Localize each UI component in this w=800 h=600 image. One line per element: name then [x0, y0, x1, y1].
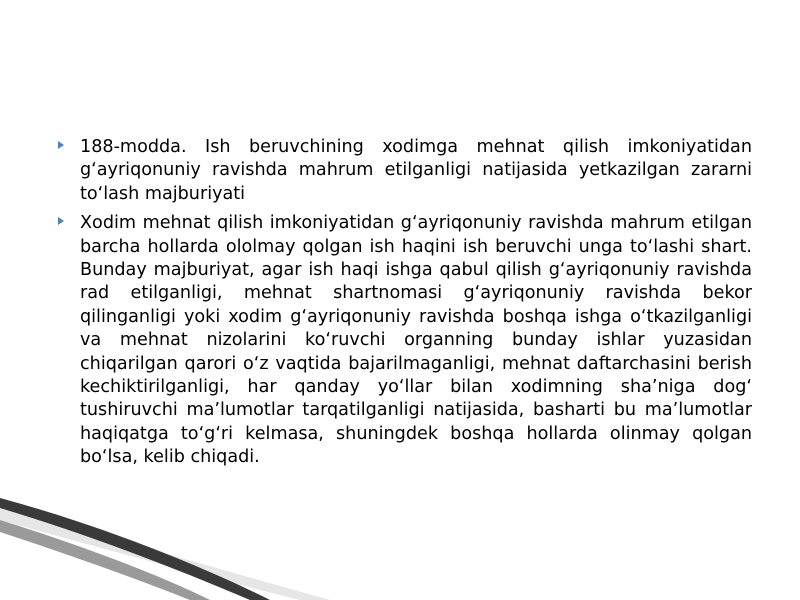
bullet-arrow-icon	[58, 217, 64, 225]
bullet-arrow-icon	[58, 141, 64, 149]
bullet-text: 188-modda. Ish beruvchining xodimga mehnat qilish imkoniyatidan g‘ayriqonuniy ravishda mahrum etilganligi natijasida yetkazilgan zararni to‘lash majburiyati	[80, 137, 752, 204]
bullet-text: Xodim mehnat qilish imkoniyatidan g‘ayriqonuniy ravishda mahrum etilgan barcha hollarda ololmay qolgan ish haqini ish beruvchi unga to‘lashi shart. Bunday majburiyat, agar ish haqi ishga qabul qilish g‘ayriqonuniy ravishda rad etilganligi, mehnat shartnomasi g‘ayriqonuniy ravishda bekor qilinganligi yoki xodim g‘ayriqonuniy ravishda boshqa ishga o‘tkazilganligi va mehnat nizolarini ko‘ruvchi organning bunday ishlar yuzasidan chiqarilgan qarori o‘z vaqtida bajarilmaganligi, mehnat daftarchasini berish kechiktirilganligi, har qanday yo‘llar bilan xodimning sha’niga dog‘ tushiruvchi ma’lumotlar tarqatilganligi natijasida, basharti bu ma’lumotlar haqiqatga to‘g‘ri kelmasa, shuningdek boshqa hollarda olinmay qolgan bo‘lsa, kelib chiqadi.	[80, 213, 752, 468]
bullet-item	[58, 212, 752, 469]
bullet-item	[58, 136, 752, 206]
bullet-list	[58, 136, 752, 476]
